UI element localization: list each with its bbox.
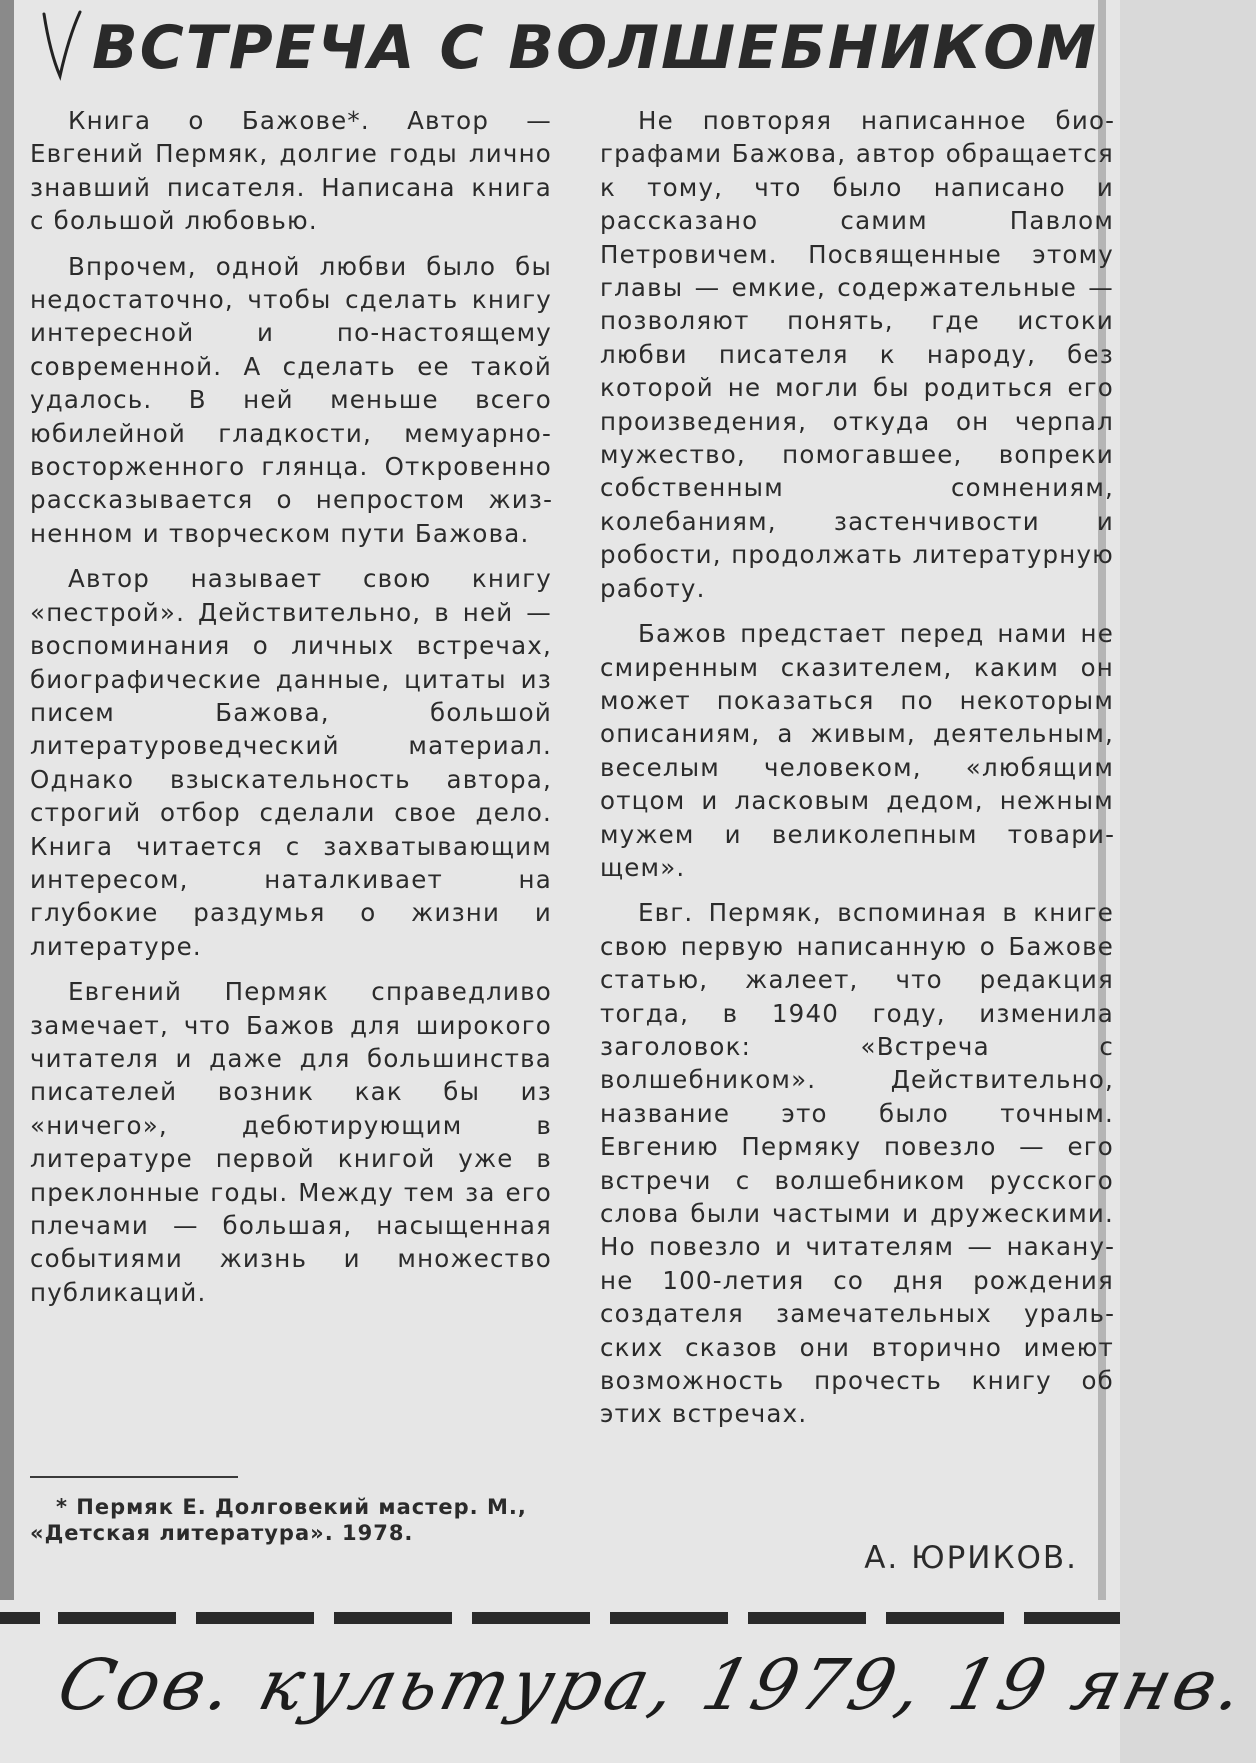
check-mark-icon — [38, 10, 84, 80]
paragraph: Евг. Пермяк, вспоминая в книге свою первую написанную о Бажове статью, жалеет, что редакция тогда, в 1940 году, изменила заголовок: «Встреча с волшебником». Действительно, название это было точным. Евгению Пермяку повезло — его встречи с волшебником русского слова были частыми и дружескими. Но повезло и читателям — накануне 100-летия со дня рождения создателя замечательных уральских сказов они вторично имеют возможность прочесть книгу об этих встречах. — [600, 898, 1114, 1429]
left-column — [30, 104, 552, 1321]
paragraph: Книга о Бажове*. Автор — Евгений Пермяк, долгие годы лично знавший писателя. Написана книга с большой любовью. — [30, 106, 552, 236]
right-column — [600, 104, 1114, 1443]
clipping-left-edge — [0, 0, 14, 1600]
paragraph: Не повторяя написанное биографами Бажова, автор обращается к тому, что было написано и рассказано самим Павлом Петровичем. Посвященные этому главы — емкие, содержательные — позволяют понять, где истоки любви писателя к народу, без которой не могли бы родиться его произведения, откуда он черпал мужество, помогавшее, вопреки собственным сомнениям, колебаниям, застенчивости и робости, продолжать литературную работу. — [600, 106, 1114, 603]
handwritten-source-note: Сов. культура, 1979, 19 янв. — [50, 1644, 1256, 1726]
article-headline: ВСТРЕЧА С ВОЛШЕБНИКОМ — [92, 13, 1098, 83]
paragraph: Автор называет свою книгу «пестрой». Действительно, в ней — воспоминания о личных встречах, биографические данные, цитаты из писем Бажова, большой литературоведческий материал. Однако взыскательность автора, строгий отбор сделали свое дело. Книга читается с захватывающим интересом, наталкивает на глубокие раздумья о жизни и литературе. — [30, 564, 552, 961]
dashed-cut-line — [0, 1606, 1120, 1630]
paragraph: Бажов предстает перед нами не смиренным сказителем, каким он может показаться по некоторым описаниям, а живым, деятельным, веселым человеком, «любящим отцом и ласковым дедом, нежным мужем и великолепным товарищем». — [600, 619, 1114, 882]
paragraph: Евгений Пермяк справедливо замечает, что Бажов для широкого читателя и даже для большинства писателей возник как бы из «ничего», дебютирующим в литературе первой книгой уже в преклонные годы. Между тем за его плечами — большая, насыщенная событиями жизнь и множество публикаций. — [30, 977, 552, 1307]
author-signature: А. ЮРИКОВ. — [864, 1540, 1078, 1576]
paragraph: Впрочем, одной любви было бы недостаточно, чтобы сделать книгу интересной и по-настоящему современной. А сделать ее такой удалось. В ней меньше всего юбилейной гладкости, мемуарно-восторженного глянца. Откровенно рассказывается о непростом жизненном и творческом пути Бажова. — [30, 251, 552, 548]
footnote: * Пермяк Е. Долговекий мастер. М., «Детская литература». 1978. — [30, 1495, 527, 1545]
footnote-divider — [30, 1476, 238, 1478]
